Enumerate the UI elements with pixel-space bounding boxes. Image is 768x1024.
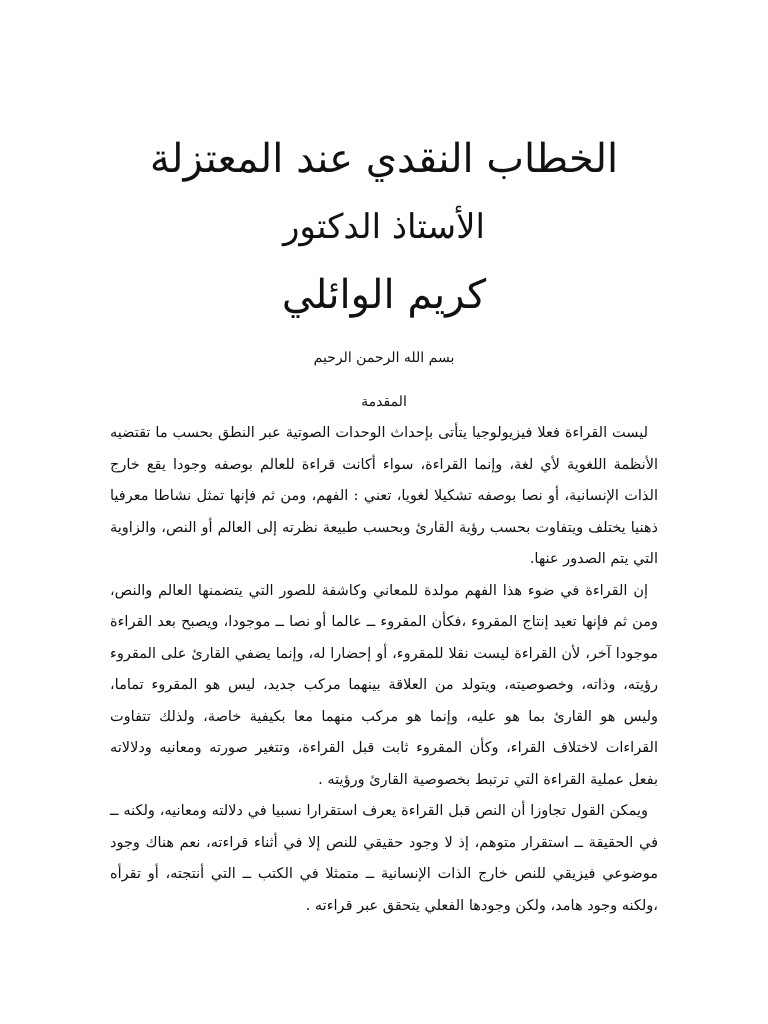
title-block — [110, 128, 658, 326]
body-text — [110, 418, 658, 922]
book-title: الخطاب النقدي عند المعتزلة — [149, 136, 619, 182]
section-heading-introduction: المقدمة — [361, 394, 407, 410]
basmala: بسم الله الرحمن الرحيم — [313, 350, 455, 366]
author-label: الأستاذ الدكتور — [283, 207, 485, 247]
author-name: كريم الوائلي — [281, 272, 487, 318]
paragraph: ليست القراءة فعلا فيزيولوجيا يتأتى بإحداث الوحدات الصوتية عبر النطق بحسب ما تقتضيه الأنظمة اللغوية لأي لغة، وإنما القراءة، سواء أكانت قراءة للعالم بوصفه وجودا يقع خارج الذات الإنسانية، أو نصا بوصفه تشكيلا لغويا، تعني : الفهم، ومن ثم فإنها تمثل نشاطا معرفيا ذهنيا يختلف ويتفاوت بحسب رؤية القارئ وبحسب طبيعة نظرته إلى العالم أو النص، والزاوية التي يتم الصدور عنها. — [110, 425, 658, 567]
paragraph: إن القراءة في ضوء هذا الفهم مولدة للمعاني وكاشفة للصور التي يتضمنها العالم والنص، ومن ثم فإنها تعيد إنتاج المقروء ،فكأن المقروء ــ عالما أو نصا ــ موجودا، ويصبح بعد القراءة موجودا آخر، لأن القراءة ليست نقلا للمقروء، أو إحضارا له، وإنما يضفي القارئ على المقروء رؤيته، وذاته، وخصوصيته، ويتولد من العلاقة بينهما مركب جديد، ليس هو المقروء تماما، وليس هو القارئ بما هو عليه، وإنما هو مركب منهما معا بكيفية خاصة، ولذلك تتفاوت القراءات لاختلاف القراء، وكأن المقروء ثابت قبل القراءة، وتتغير صورته ومعانيه ودلالاته بفعل عملية القراءة التي ترتبط بخصوصية القارئ ورؤيته . — [110, 582, 658, 788]
paragraph: ويمكن القول تجاوزا أن النص قبل القراءة يعرف استقرارا نسبيا في دلالته ومعانيه، ولكنه ــ في الحقيقة ــ استقرار متوهم، إذ لا وجود حقيقي للنص إلا في أثناء قراءته، نعم هناك وجود موضوعي فيزيقي للنص خارج الذات الإنسانية ــ متمثلا في الكتب ــ التي أنتجته، أو تقرأه ،ولكنه وجود هامد، ولكن وجودها الفعلي يتحقق عبر قراءته . — [110, 803, 658, 914]
